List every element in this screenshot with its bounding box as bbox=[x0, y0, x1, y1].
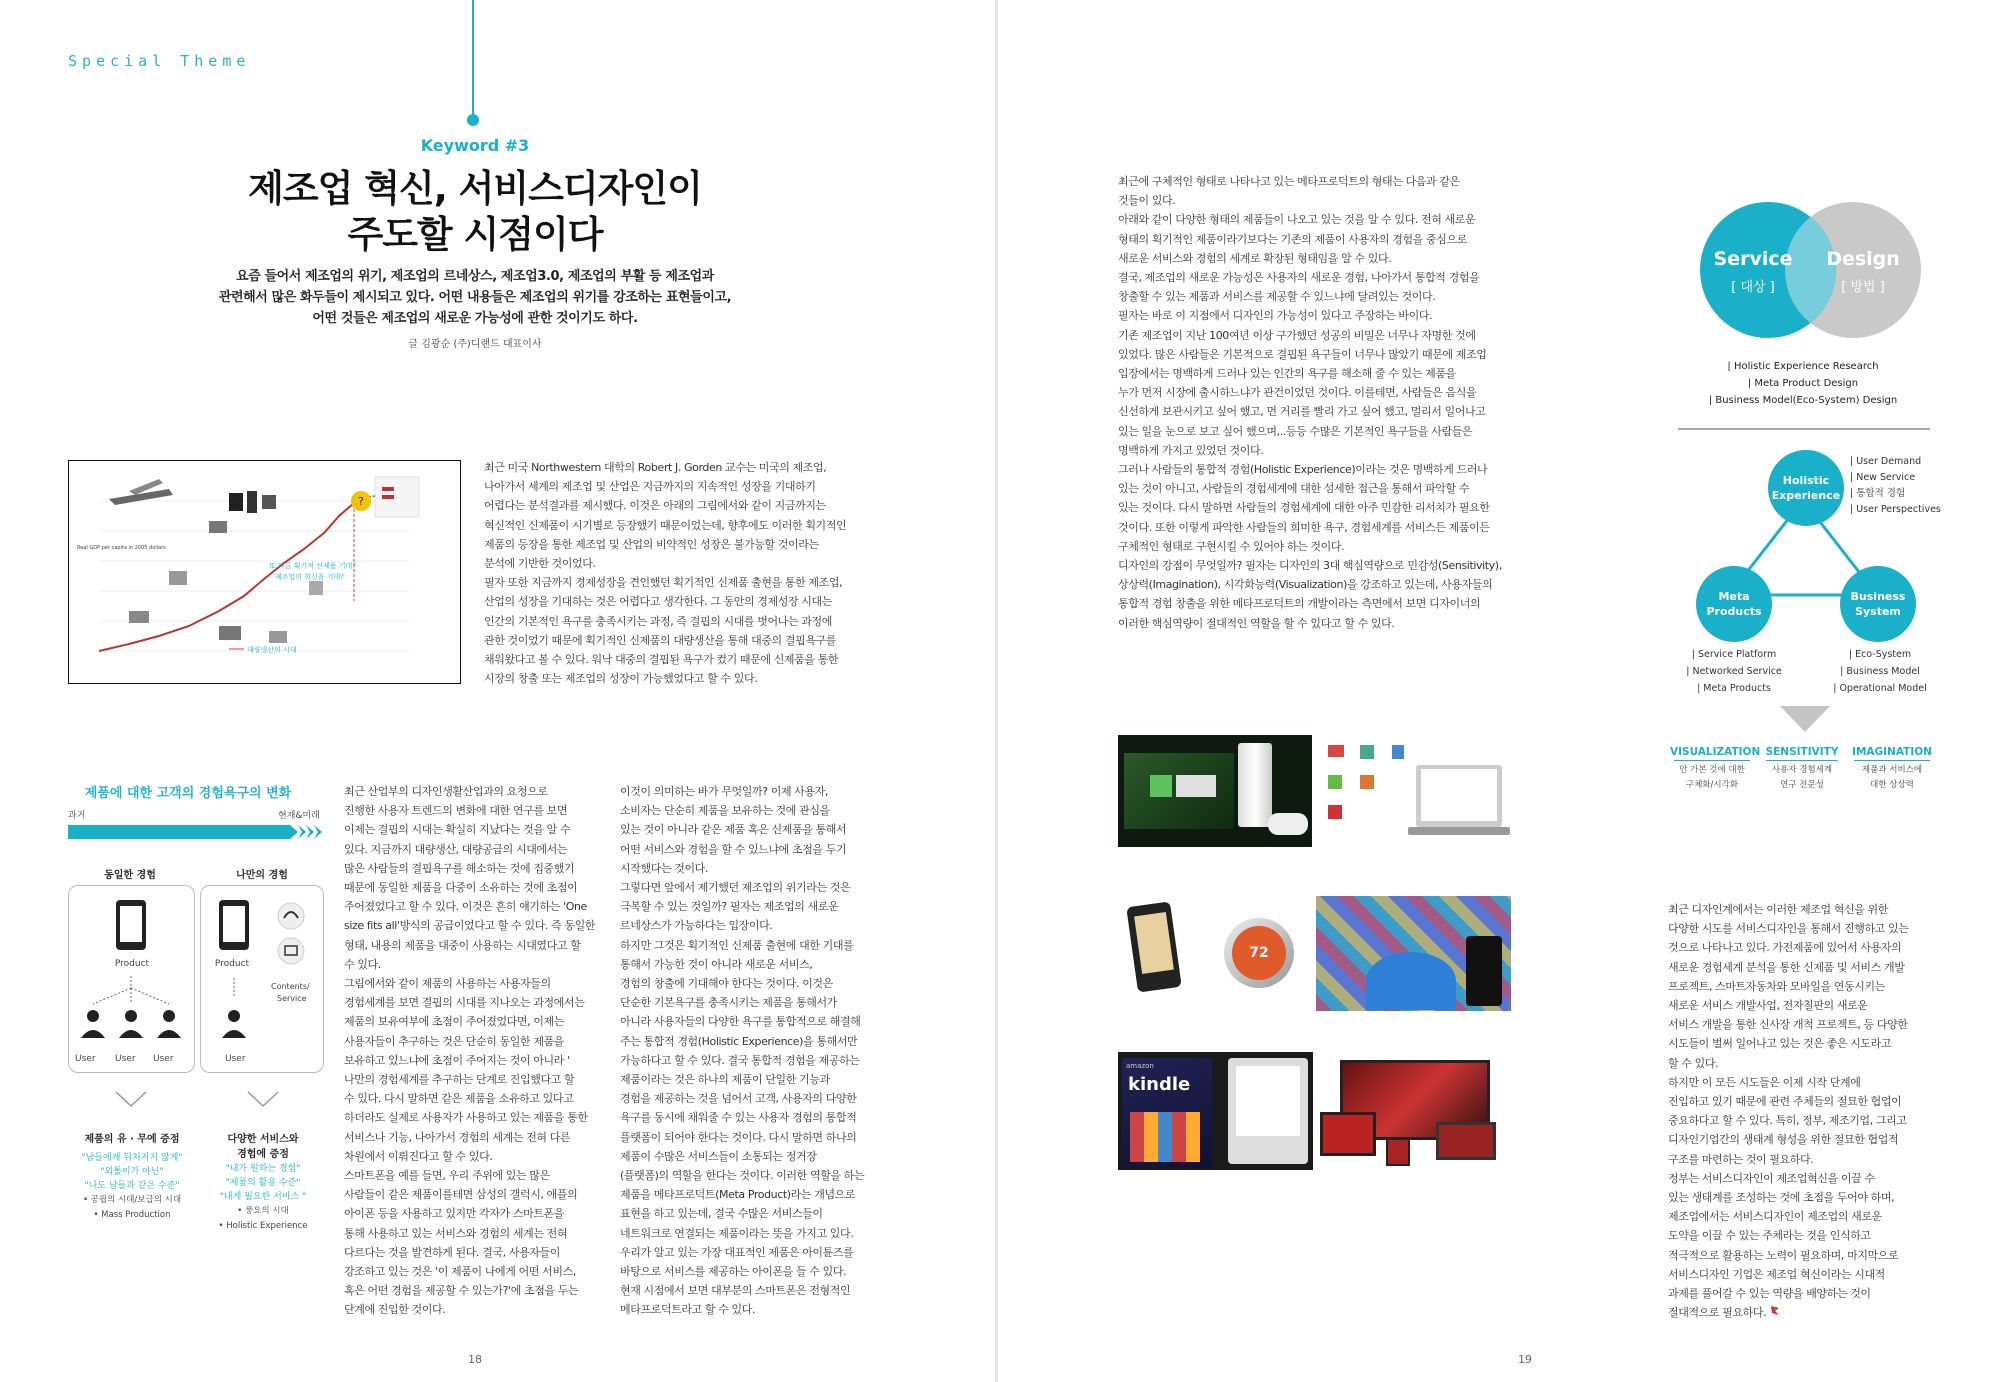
caption-quote: "외톨이가 아닌" bbox=[100, 1167, 164, 1177]
text-line: 바탕으로 서비스를 제공하는 아이폰을 들 수 있다. bbox=[620, 1265, 847, 1279]
caption-title: 제품의 유 · 무에 증점 bbox=[84, 1134, 180, 1145]
nest-temperature: 72 bbox=[1232, 926, 1286, 980]
text-line: 있는 생태계를 조성하는 것에 초점을 두어야 하며, bbox=[1668, 1191, 1895, 1205]
text-line: 진입하고 있기 때문에 관련 주체들의 절묘한 협업이 bbox=[1668, 1095, 1902, 1109]
text-line: size fits all'방식의 공급이었다고 할 수 있다. 즉 동일한 bbox=[344, 919, 596, 933]
node-label: Business bbox=[1850, 590, 1906, 603]
text-line: 다르다는 것을 발견하게 된다. 결국, 사용자들이 bbox=[344, 1245, 560, 1259]
text-line: 보유하고 있느냐에 초점이 주어지는 것이 아니라 ' bbox=[344, 1053, 570, 1067]
gdp-innovation-figure bbox=[68, 460, 461, 684]
title-vertical-line bbox=[472, 0, 474, 118]
lead-paragraph bbox=[170, 266, 780, 329]
text-line: 사용자들이 추구하는 것은 단순히 동일한 제품을 bbox=[344, 1034, 565, 1048]
text-line: 디자인기업간의 생태계 형성을 위한 절묘한 협업적 bbox=[1668, 1133, 1899, 1147]
list-item: | Networked Service bbox=[1686, 666, 1782, 677]
text-line: 시도들이 벌써 일어나고 있는 것은 좋은 시도라고 bbox=[1668, 1037, 1892, 1051]
text-line: 다양한 시도를 서비스디자인을 통해서 진행하고 있는 bbox=[1668, 922, 1909, 936]
title-line-1: 제조업 혁신, 서비스디자인이 bbox=[248, 167, 702, 210]
text-line: 누가 먼저 시장에 출시하느냐가 관건이었던 것이다. 이를테면, 사람들은 음식을 bbox=[1118, 386, 1477, 400]
competency-desc: 사용자 경험세계 bbox=[1771, 765, 1833, 775]
text-line: 어떤 서비스와 경험을 할 수 있느냐에 초점을 두기 bbox=[620, 842, 847, 856]
mass-production-era-label: 대량생산의 시대 bbox=[247, 646, 297, 654]
text-line: 새로운 서비스 개발사업, 전자칠판의 새로운 bbox=[1668, 999, 1868, 1013]
byline: 글 김광순 (주)디랜드 대표이사 bbox=[408, 339, 542, 350]
text-line bbox=[1668, 1303, 1938, 1322]
text-line: 아래와 같이 다양한 형태의 제품들이 나오고 있는 것을 알 수 있다. 전혀 새로운 bbox=[1118, 213, 1476, 227]
competency-desc: 구체화/시각화 bbox=[1685, 780, 1739, 790]
intro-column bbox=[484, 458, 884, 688]
user-label: User bbox=[153, 1054, 174, 1064]
venn-list-item: | Business Model(Eco-System) Design bbox=[1708, 395, 1898, 406]
list-item: | Service Platform bbox=[1691, 649, 1777, 660]
text-line: 많은 사람들의 결핍욕구를 해소하는 것에 집중했기 bbox=[344, 861, 575, 875]
text-line: (플랫폼)의 역할을 한다는 것이다. 이러한 역할을 하는 bbox=[620, 1169, 865, 1183]
holistic-items bbox=[1850, 454, 1941, 518]
text-line: 이러한 핵심역량이 절대적인 역할을 할 수 있다고 할 수 있다. bbox=[1118, 616, 1395, 630]
text-line: 통합적 경험 창출을 위한 메타프로덕트의 개발이라는 측면에서 보면 디자이너의 bbox=[1118, 597, 1481, 611]
caption-quote: "내가 원하는 경험" bbox=[225, 1164, 301, 1174]
past-label: 과거 bbox=[68, 811, 86, 821]
body-column-2 bbox=[344, 782, 612, 1320]
text-line: 서비스디자인 기업은 제조업 혁신이라는 시대적 bbox=[1668, 1267, 1885, 1281]
caption-item: • Mass Production bbox=[93, 1210, 171, 1220]
text-line: 주는 통합적 경험(Holistic Experience)을 통해서만 bbox=[620, 1034, 858, 1048]
text-line: 신선하게 보관시키고 싶어 했고, 먼 거리를 빨리 가고 싶어 했고, 멀리서 일어나고 bbox=[1118, 405, 1486, 419]
sensitivity-block bbox=[1762, 746, 1842, 793]
right-page bbox=[998, 0, 1993, 1382]
text-line: 디자인의 강점이 무엇일까? 필자는 디자인의 3대 핵심역량으로 민감성(Sensitivity), bbox=[1118, 559, 1502, 573]
text-line: 중요하다고 할 수 있다. 특히, 정부, 제조기업, 그리고 bbox=[1668, 1114, 1907, 1128]
text-line: 플랫폼이 되어야 한다는 것이다. 다시 말하면 하나의 bbox=[620, 1130, 857, 1144]
design-sub-label: [ 방법 ] bbox=[1841, 280, 1885, 295]
text-line: 기존 제조업이 지난 100여년 이상 구가했던 성공의 비밀은 너무나 자명한 것에 bbox=[1118, 328, 1476, 342]
text-line: 하더라도 실제로 사용자가 사용하고 있는 제품을 통한 bbox=[344, 1111, 588, 1125]
svg-text:?: ? bbox=[358, 495, 364, 508]
user-label: User bbox=[115, 1054, 136, 1064]
text-line: 소비자는 단순히 제품을 보유하는 것에 관심을 bbox=[620, 804, 830, 818]
kindle-label: kindle bbox=[1128, 1074, 1191, 1095]
text-line: 분석에 기반한 것이었다. bbox=[484, 557, 596, 571]
text-line: 있는 일을 눈으로 보고 싶어 했으며,..등등 수많은 기본적인 욕구들을 사람들은 bbox=[1118, 424, 1473, 438]
caption-same-experience bbox=[68, 1130, 196, 1223]
lead-line: 관련해서 많은 화두들이 제시되고 있다. 어떤 내용들은 제조업의 위기를 강조하는 표현들이고, bbox=[218, 290, 732, 305]
text-line: 상상력(Imagination), 시각화능력(Visualization)을 강조하고 있는데, 사용자들의 bbox=[1118, 578, 1493, 592]
text-line: 형태, 내용의 제품을 대중이 사용하는 시대였다고 할 bbox=[344, 938, 581, 952]
service-label: Service bbox=[1713, 248, 1793, 270]
text-line: 수 있다. 다시 말하면 같은 제품을 소유하고 있다고 bbox=[344, 1092, 574, 1106]
text-line: 구조를 마련하는 것이 필요하다. bbox=[1668, 1152, 1814, 1166]
callout-manufacturing: 제조업의 혁신을 기대? bbox=[275, 573, 345, 581]
text-line: 하지만 그것은 획기적인 신제품 출현에 대한 기대를 bbox=[620, 938, 854, 952]
service-design-venn bbox=[1668, 200, 1938, 340]
caption-quote: "내게 필요한 서비스 " bbox=[219, 1192, 307, 1202]
competency-desc: 대한 상상력 bbox=[1870, 780, 1914, 790]
list-item: | Eco-System bbox=[1848, 649, 1912, 660]
text-line: 새로운 서비스와 경험의 세계로 확장된 형태임을 알 수 있다. bbox=[1118, 251, 1392, 265]
text-line: 아이폰 등을 사용하고 있지만 각자가 스마트폰을 bbox=[344, 1207, 565, 1221]
same-experience-diagram bbox=[69, 886, 193, 1071]
node-label: Products bbox=[1706, 605, 1762, 618]
text-line: 채워왔다고 볼 수 있다. 워낙 대중의 결핍된 욕구가 컸기 때문에 신제품을 통한 bbox=[484, 653, 839, 667]
text-line: 할 수 있다. bbox=[1668, 1056, 1719, 1070]
text-line: 있다. 지금까지 대량생산, 대량공급의 시대에서는 bbox=[344, 842, 568, 856]
text-line: 서비스나 기능, 나아가서 경험의 세계는 전혀 다른 bbox=[344, 1130, 571, 1144]
text-line: 메타프로덕트라고 할 수 있다. bbox=[620, 1303, 756, 1317]
own-experience-diagram bbox=[201, 886, 322, 1071]
list-item: | User Perspectives bbox=[1850, 504, 1941, 515]
text-line: 있는 것이다. 다시 말하면 사람들의 경험세계에 대한 아주 민감한 리서치가 필요한 bbox=[1118, 501, 1490, 515]
text-line: 경험을 제공하는 것을 넘어서 고객, 사용자의 다양한 bbox=[620, 1092, 857, 1106]
text-line: 네트워크로 연결되는 제품이라는 뜻을 가지고 있다. bbox=[620, 1226, 854, 1240]
text-line: 차원에서 이뤄진다고 할 수 있다. bbox=[344, 1149, 493, 1163]
node-label: Meta bbox=[1718, 590, 1750, 603]
body-column-3 bbox=[620, 782, 890, 1320]
text-line: 강조하고 있는 것은 '이 제품이 나에게 어떤 서비스, bbox=[344, 1265, 576, 1279]
business-items bbox=[1820, 646, 1940, 697]
text-line: 산업의 성장을 기대하는 것은 어렵다고 생각한다. 그 동안의 경제성장 시대는 bbox=[484, 595, 832, 609]
text-line: 통해서 가능한 것이 아니라 새로운 서비스, bbox=[620, 957, 813, 971]
text-line: 때문에 동일한 제품을 다중이 소유하는 것에 초점이 bbox=[344, 881, 578, 895]
page-number: 19 bbox=[1518, 1353, 1532, 1366]
text-line: 적극적으로 활용하는 노력이 필요하며, 마지막으로 bbox=[1668, 1248, 1899, 1262]
future-label: 현재&미래 bbox=[278, 811, 320, 821]
text-line: 주어졌었다고 할 수 있다. 이것은 흔히 얘기하는 'One bbox=[344, 900, 587, 914]
text-line: 입장에서는 명백하게 드러나 있는 인간의 욕구를 해소해 줄 수 있는 제품을 bbox=[1118, 367, 1456, 381]
competency-desc: 연구 전문성 bbox=[1780, 780, 1824, 790]
chrome-photo bbox=[1316, 735, 1511, 847]
business-system-node bbox=[1840, 566, 1916, 642]
competency-title: VISUALIZATION bbox=[1670, 746, 1761, 758]
text-line: 이제는 결핍의 시대는 확실히 지났다는 것을 알 수 bbox=[344, 823, 571, 837]
lead-line: 어떤 것들은 제조업의 새로운 가능성에 관한 것이기도 하다. bbox=[312, 311, 638, 326]
text-line: 수 있다. bbox=[344, 957, 381, 971]
text-line: 것이다. 또한 이렇게 파악한 사람들의 희미한 욕구, 경험세계를 서비스든 제품이든 bbox=[1118, 520, 1490, 534]
text-line: 하지만 이 모든 시도들은 이제 시작 단계에 bbox=[1668, 1075, 1861, 1089]
experience-chart-title: 제품에 대한 고객의 경험욕구의 변화 bbox=[84, 786, 292, 801]
competency-desc: 안 가본 것에 대한 bbox=[1679, 765, 1745, 775]
contents-label: Contents/ bbox=[271, 982, 310, 991]
text-line: 새로운 경험세계 분석을 통한 신제품 및 서비스 개발 bbox=[1668, 960, 1905, 974]
service-label: Service bbox=[277, 994, 307, 1003]
own-experience-box bbox=[200, 885, 324, 1073]
service-sub-label: [ 대상 ] bbox=[1731, 280, 1775, 295]
text-line: 시장의 창출 또는 제조업의 성장이 가능했었다고 할 수 있다. bbox=[484, 672, 758, 686]
left-page bbox=[0, 0, 996, 1382]
list-item: | Business Model bbox=[1840, 666, 1920, 677]
imagination-block bbox=[1850, 746, 1934, 793]
divider bbox=[1678, 428, 1930, 430]
venn-list bbox=[1678, 358, 1928, 409]
title-line-2: 주도할 시점이다 bbox=[347, 213, 603, 256]
node-label: Holistic bbox=[1782, 474, 1830, 487]
text-line: 단계에 진입한 것이다. bbox=[344, 1303, 446, 1317]
end-mark-icon bbox=[1769, 1304, 1781, 1316]
text-line: 그러나 사람들의 통합적 경험(Holistic Experience)이라는 것은 명백하게 드러나 bbox=[1118, 463, 1488, 477]
list-item: | New Service bbox=[1850, 472, 1916, 483]
text-line: 혹은 어떤 경험을 제공할 수 있는가?'에 초점을 두는 bbox=[344, 1284, 579, 1298]
text-line: 제품을 메타프로덕트(Meta Product)라는 개념으로 bbox=[620, 1188, 856, 1202]
page-number: 18 bbox=[468, 1353, 482, 1366]
product-label: Product bbox=[114, 959, 150, 969]
list-item: | Operational Model bbox=[1833, 683, 1927, 694]
list-item: | Meta Products bbox=[1697, 683, 1771, 694]
text-line: 경험세계를 보면 결핍의 시대를 지나오는 과정에서는 bbox=[344, 996, 585, 1010]
venn-list-item: | Holistic Experience Research bbox=[1727, 361, 1879, 372]
caption-item: • 공핍의 시대/보급의 시대 bbox=[82, 1195, 182, 1205]
callout-new-product: 또 다른 획기적 신제품 기대? bbox=[269, 562, 356, 570]
text-line: 단순한 기본욕구를 충족시키는 제품을 통해서가 bbox=[620, 996, 837, 1010]
text-line: 스마트폰을 예를 들면, 우리 주위에 있는 많은 bbox=[344, 1169, 550, 1183]
node-label: System bbox=[1855, 605, 1901, 618]
theme-label: Special Theme bbox=[68, 52, 251, 70]
node-label: Experience bbox=[1771, 489, 1841, 502]
text-line: 있었다. 많은 사람들은 기본적으로 결핍된 욕구들이 너무나 많았기 때문에 제조업 bbox=[1118, 347, 1487, 361]
caption-item: • Holistic Experience bbox=[218, 1221, 308, 1231]
text-line: 나만의 경험세계를 추구하는 단계로 진입했다고 할 bbox=[344, 1073, 575, 1087]
text-line: 그렇다면 앞에서 제기했던 제조업의 위기라는 것은 bbox=[620, 881, 851, 895]
right-bottom-column bbox=[1668, 900, 1938, 1322]
iphone-photo bbox=[1118, 896, 1208, 1006]
text-line: 그림에서와 같이 제품의 사용하는 사용자들의 bbox=[344, 977, 551, 991]
text-line: 표현을 하고 있는데, 결국 수많은 서비스들이 bbox=[620, 1207, 823, 1221]
text-line: 극복할 수 있는 것일까? 필자는 제조업의 새로운 bbox=[620, 900, 839, 914]
caption-own-experience bbox=[200, 1130, 326, 1234]
list-item: | 통합적 경험 bbox=[1850, 488, 1906, 499]
text-line: 제품이 수많은 서비스들이 소통되는 정거장 bbox=[620, 1149, 817, 1163]
caption-quote: "남들에게 뒤처지지 않게" bbox=[81, 1153, 183, 1163]
caption-title: 경험에 증점 bbox=[237, 1149, 289, 1160]
multiscreen-photo bbox=[1316, 1052, 1511, 1170]
xbox-photo bbox=[1118, 735, 1312, 847]
text-line: 욕구를 동시에 채워줄 수 있는 사용자 경험의 통합적 bbox=[620, 1111, 857, 1125]
text-line: 경험의 창출에 기대해야 한다는 것이다. 이것은 bbox=[620, 977, 833, 991]
holistic-experience-node bbox=[1768, 450, 1844, 526]
product-label: Product bbox=[214, 959, 250, 969]
nest-thermostat-photo bbox=[1210, 896, 1308, 1006]
own-experience-label: 나만의 경험 bbox=[236, 870, 288, 881]
chevron-down-icon bbox=[246, 1090, 280, 1108]
gdp-growth-graph bbox=[69, 461, 459, 682]
text-line: 과제를 풀어갈 수 있는 역량을 배양하는 것이 bbox=[1668, 1287, 1871, 1301]
caption-quote: "나도 남들과 같은 수준" bbox=[84, 1181, 180, 1191]
kindle-photo bbox=[1118, 1052, 1313, 1170]
caption-title: 다양한 서비스와 bbox=[227, 1134, 299, 1145]
text-line: 제품이라는 것은 하나의 제품이 단일한 기능과 bbox=[620, 1073, 830, 1087]
text-line: 최근 미국 Northwestern 대학의 Robert J. Gorden 교수는 미국의 제조업, bbox=[484, 461, 827, 474]
text-line: 최근에 구체적인 형태로 나타나고 있는 메타프로덕트의 형태는 다음과 같은 bbox=[1118, 175, 1460, 188]
right-top-column bbox=[1118, 172, 1548, 633]
text-line: 가능하다고 할 수 있다. 결국 통합적 경험을 제공하는 bbox=[620, 1053, 860, 1067]
competency-title: IMAGINATION bbox=[1852, 746, 1932, 758]
chevron-down-icon bbox=[114, 1090, 148, 1108]
visualization-block bbox=[1670, 746, 1761, 793]
title-line-dot bbox=[467, 114, 479, 126]
text-line: 정부는 서비스디자인이 제조업혁신을 이끌 수 bbox=[1668, 1171, 1875, 1185]
design-label: Design bbox=[1826, 248, 1900, 270]
lead-line: 요즘 들어서 제조업의 위기, 제조업의 르네상스, 제조업3.0, 제조업의 부활 등 제조업과 bbox=[236, 269, 714, 284]
text-line: 통해 사용하고 있는 서비스와 경험의 세계는 전혀 bbox=[344, 1226, 568, 1240]
gdp-axis-label: Real GDP per capita in 2005 dollars bbox=[77, 545, 166, 551]
app-store-photo bbox=[1316, 896, 1511, 1011]
competency-title: SENSITIVITY bbox=[1765, 746, 1839, 758]
caption-quote: "제품의 활용 수준" bbox=[225, 1178, 301, 1188]
same-experience-label: 동일한 경험 bbox=[104, 870, 156, 881]
text-line: 프로젝트, 스마트자동차와 모바일을 연동시키는 bbox=[1668, 979, 1885, 993]
text-line: 최근 산업부의 디자인생활산업과의 요청으로 bbox=[344, 785, 548, 798]
article-title bbox=[180, 166, 770, 258]
text-line: 제품의 보유여부에 초점이 주어졌었다면, 이제는 bbox=[344, 1015, 565, 1029]
keyword-label: Keyword #3 bbox=[420, 136, 530, 155]
text-line: 명백하게 가지고 있었던 것이다. bbox=[1118, 443, 1264, 457]
text-line: 있는 것이 아니라 같은 제품 혹은 신제품을 통해서 bbox=[620, 823, 847, 837]
text-line: 형태의 획기적인 제품이라기보다는 기존의 제품이 사용자의 경험을 중심으로 bbox=[1118, 232, 1467, 246]
text-line: 진행한 사용자 트렌드의 변화에 대한 연구를 보면 bbox=[344, 804, 568, 818]
text-line: 필자는 바로 이 지점에서 디자인의 가능성이 있다고 주장하는 바이다. bbox=[1118, 309, 1433, 323]
text-line: 현재 시점에서 보면 대부분의 스마트폰은 전형적인 bbox=[620, 1284, 851, 1298]
venn-list-item: | Meta Product Design bbox=[1747, 378, 1859, 389]
meta-products-node bbox=[1696, 566, 1772, 642]
text-line: 있는 것이 아니고, 사람들의 경험세계에 대한 섬세한 접근을 통해서 파악할 수 bbox=[1118, 482, 1470, 496]
text-line: 것으로 나타나고 있다. 가전제품에 있어서 사용자의 bbox=[1668, 941, 1902, 955]
text-line: 결국, 제조업의 새로운 가능성은 사용자의 새로운 경험, 나아가서 통합적 경험을 bbox=[1118, 271, 1480, 285]
text-line: 어렵다는 분석결과를 제시했다. 이것은 아래의 그림에서와 같이 지금까지는 bbox=[484, 499, 826, 513]
text-line: 르네상스가 가능하다는 입장이다. bbox=[620, 919, 773, 933]
text-line: 나아가서 세계의 제조업 및 산업은 지금까지의 지속적인 성장을 기대하기 bbox=[484, 480, 816, 494]
text-line: 인간의 기본적인 욕구를 충족시키는 과정, 즉 결핍의 시대를 벗어나는 과정에 bbox=[484, 614, 832, 628]
text-line: 아니라 사용자들의 다양한 욕구를 통합적으로 해결해 bbox=[620, 1015, 861, 1029]
text-line: 이것이 의미하는 바가 무엇일까? 이제 사용자, bbox=[620, 785, 829, 798]
text-line: 것들이 있다. bbox=[1118, 194, 1176, 208]
text-line: 도약을 이끌 수 있는 주체라는 것을 인식하고 bbox=[1668, 1229, 1871, 1243]
text-line: 시작했다는 것이다. bbox=[620, 861, 709, 875]
user-label: User bbox=[75, 1054, 96, 1064]
text-line: 최근 디자인계에서는 이러한 제조업 혁신을 위한 bbox=[1668, 903, 1889, 916]
text-line: 관한 것이었기 때문에 획기적인 신제품의 대량생산을 통해 대중의 결핍욕구를 bbox=[484, 633, 837, 647]
list-item: | User Demand bbox=[1850, 456, 1922, 467]
caption-item: • 풍요의 시대 bbox=[237, 1206, 289, 1216]
amazon-label: amazon bbox=[1126, 1062, 1154, 1070]
text-line-end: 절대적으로 필요하다. bbox=[1668, 1306, 1767, 1320]
text-line: 사람들이 같은 제품이를테면 삼성의 갤럭시, 애플의 bbox=[344, 1188, 578, 1202]
text-line: 창출할 수 있는 제품과 서비스를 제공할 수 있느냐에 달려있는 것이다. bbox=[1118, 290, 1436, 304]
text-line: 제품의 등장을 통한 제조업 및 산업의 비약적인 성장은 불가능할 것이라는 bbox=[484, 537, 819, 551]
competency-desc: 제품과 서비스에 bbox=[1861, 765, 1923, 775]
text-line: 서비스 개발을 통한 신사장 개척 프로젝트, 등 다양한 bbox=[1668, 1018, 1908, 1032]
down-triangle-icon bbox=[1780, 706, 1830, 734]
same-experience-box bbox=[68, 885, 195, 1073]
text-line: 구체적인 형태로 구현시킬 수 있어야 하는 것이다. bbox=[1118, 539, 1345, 553]
time-arrow bbox=[68, 822, 330, 842]
text-line: 혁신적인 신제품이 시기별로 등장했기 때문이었는데, 향후에도 이러한 획기적인 bbox=[484, 518, 847, 532]
text-line: 제조업에서는 서비스디자인이 제조업의 새로운 bbox=[1668, 1210, 1882, 1224]
text-line: 필자 또한 지금까지 경제성장을 견인했던 획기적인 신제품 출현을 통한 제조업, bbox=[484, 576, 843, 590]
user-label: User bbox=[225, 1054, 246, 1064]
text-line: 우리가 알고 있는 가장 대표적인 제품은 아이튠즈를 bbox=[620, 1245, 854, 1259]
meta-items bbox=[1674, 646, 1794, 697]
